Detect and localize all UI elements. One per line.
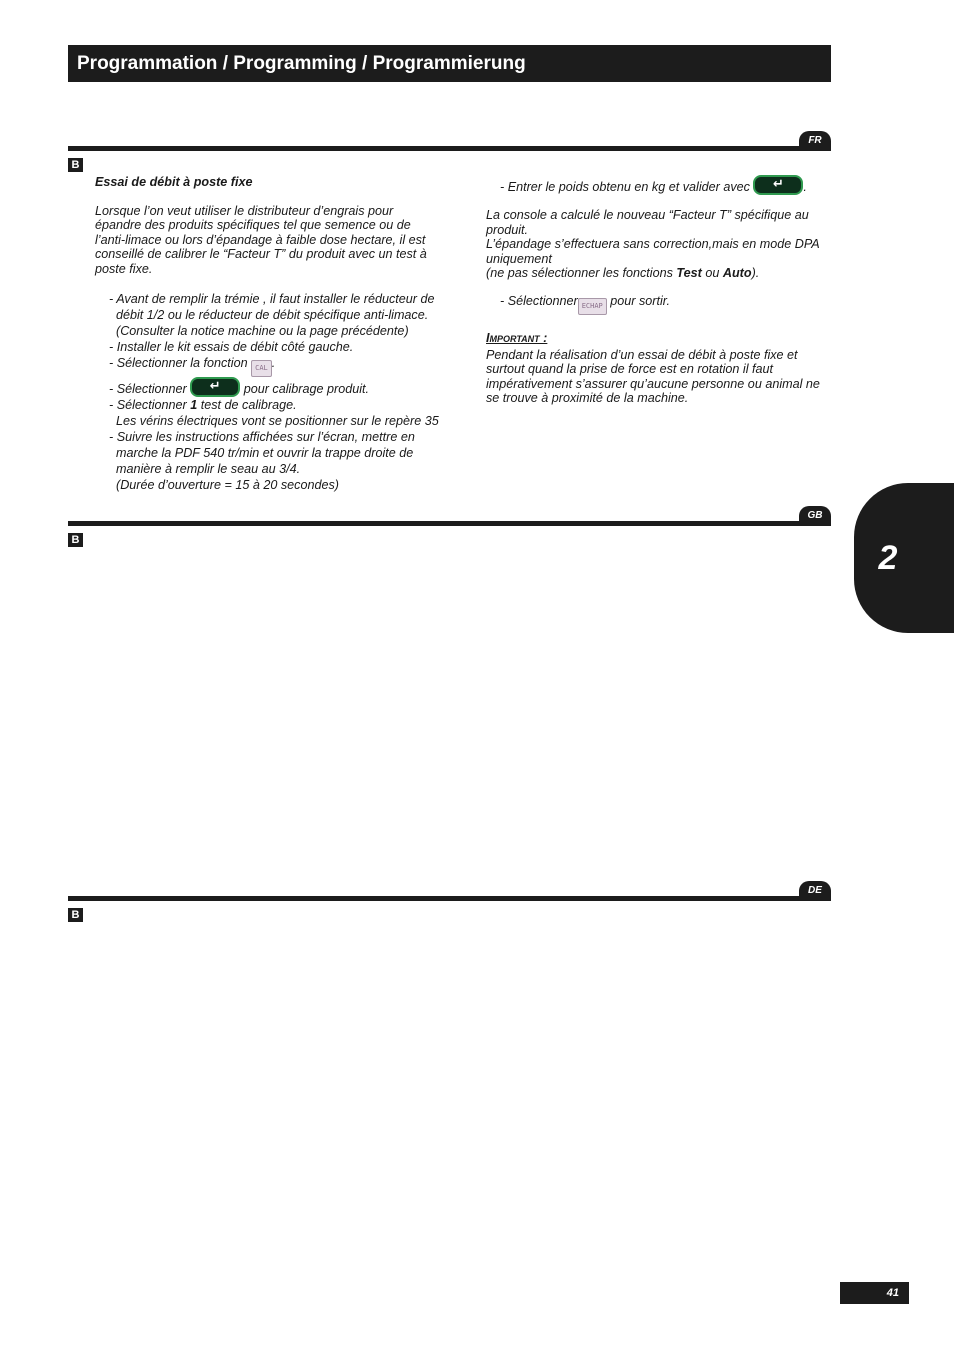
fr-step-continuation: Les vérins électriques vont se positionner sur le repère 35 bbox=[116, 413, 439, 428]
lang-tab-fr: FR bbox=[799, 131, 831, 150]
page-header bbox=[68, 45, 831, 82]
cal-key-icon: CAL bbox=[251, 360, 272, 377]
important-label-wrap bbox=[486, 331, 826, 348]
fr-intro: Lorsque l’on veut utiliser le distributeur d’engrais pour épandre des produits spécifiques tel que semence ou de l’anti-limace ou lors d’épandage à faible dose hectare, il est conseillé de calibrer le “Facteur T” du produit avec un test à poste fixe. bbox=[95, 203, 427, 276]
fr-right-column bbox=[486, 175, 826, 406]
important-label: Important : bbox=[486, 330, 548, 345]
fr-title: Essai de débit à poste fixe bbox=[95, 175, 253, 189]
important-text: Pendant la réalisation d’un essai de débit à poste fixe et surtout quand la prise de force est en rotation il faut impérativement s’assurer qu’aucune personne ou animal ne se trouve à proximité de la machine. bbox=[486, 347, 820, 406]
fr-step: - Suivre les instructions affichées sur l’écran, mettre en marche la PDF 540 tr/min et ouvrir la trappe droite de manière à remplir le seau au 3/4. bbox=[109, 429, 415, 476]
fr-step: - Sélectionner ↵ pour calibrage produit. bbox=[95, 377, 440, 397]
fr-step-continuation: (Durée d’ouverture = 15 à 20 secondes) bbox=[116, 477, 339, 492]
section-rule-fr bbox=[68, 146, 831, 151]
fr-step: - Avant de remplir la trémie , il faut installer le réducteur de débit 1/2 ou le réducteur de débit spécifique anti-limace. (Consulter la notice machine ou la page précédente) bbox=[109, 291, 435, 338]
chapter-number: 2 bbox=[878, 539, 898, 577]
section-rule-de bbox=[68, 896, 831, 901]
section-marker-de: B bbox=[68, 908, 83, 922]
fr-step: - Sélectionner 1 test de calibrage. bbox=[109, 397, 297, 412]
section-marker-gb: B bbox=[68, 533, 83, 547]
page-header-title: Programmation / Programming / Programmierung bbox=[77, 53, 526, 74]
fr-steps-list bbox=[95, 291, 440, 493]
fr-para: (ne pas sélectionner les fonctions Test ou Auto). bbox=[486, 266, 760, 281]
fr-para: L’épandage s’effectuera sans correction,mais en mode DPA uniquement bbox=[486, 237, 820, 266]
enter-key-icon bbox=[753, 175, 803, 195]
chapter-tab bbox=[854, 483, 954, 633]
fr-left-column bbox=[95, 175, 440, 493]
fr-step: - Sélectionner la fonction CAL . bbox=[95, 355, 440, 377]
lang-tab-de: DE bbox=[799, 881, 831, 900]
echap-key-icon: ECHAP bbox=[578, 298, 607, 315]
section-marker-fr: B bbox=[68, 158, 83, 172]
section-rule-gb bbox=[68, 521, 831, 526]
lang-tab-gb: GB bbox=[799, 506, 831, 525]
fr-step-weight: - Entrer le poids obtenu en kg et valider avec ↵ . bbox=[486, 175, 826, 195]
fr-para: La console a calculé le nouveau “Facteur T” spécifique au produit. bbox=[486, 208, 809, 237]
fr-step-exit: - Sélectionner ECHAP pour sortir. bbox=[486, 294, 826, 315]
enter-key-icon bbox=[190, 377, 240, 397]
fr-step: - Installer le kit essais de débit côté gauche. bbox=[109, 339, 354, 354]
page-number: 41 bbox=[840, 1282, 909, 1304]
